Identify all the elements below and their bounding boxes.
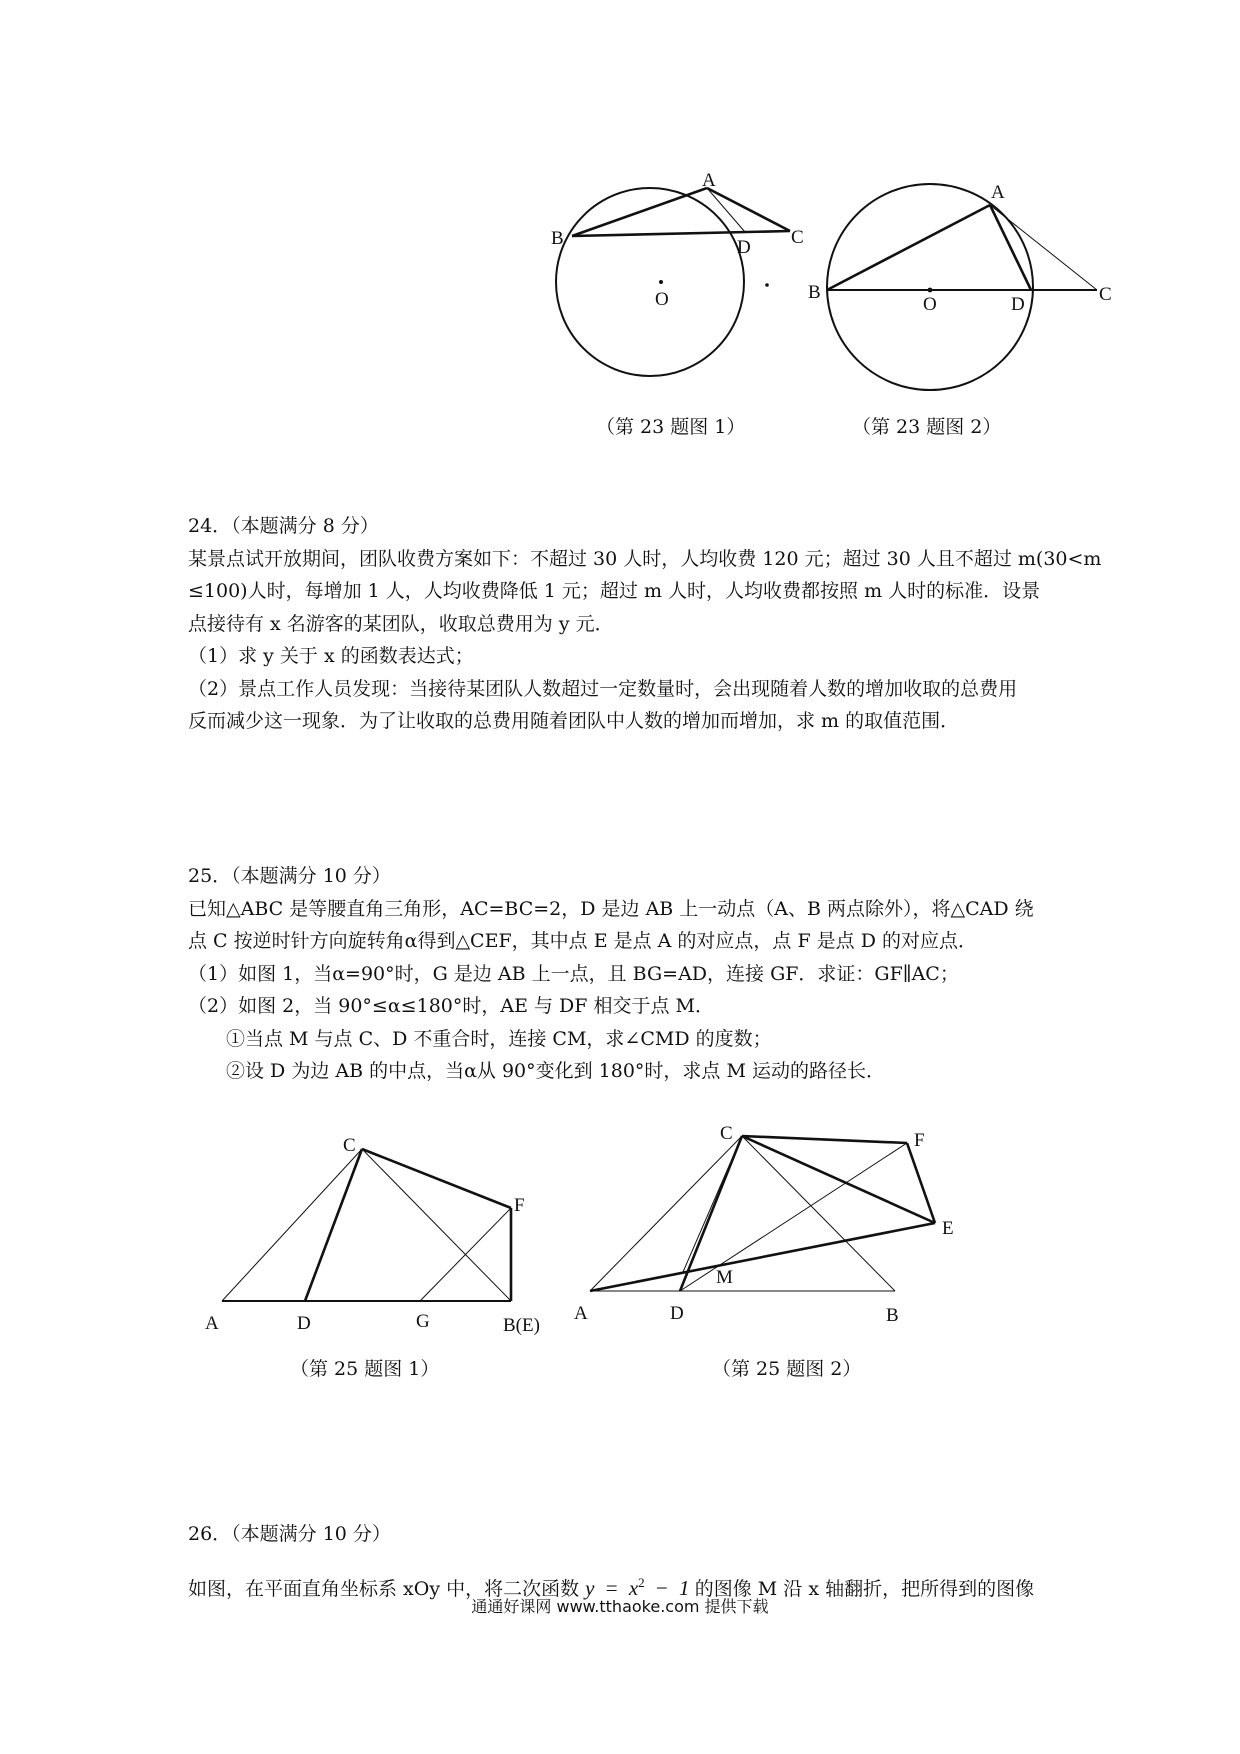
label-a: A bbox=[205, 1313, 219, 1334]
label-c: C bbox=[720, 1123, 733, 1144]
question-24-line: ≤100)人时，每增加 1 人，人均收费降低 1 元；超过 m 人时，人均收费都按照 m 人时的标准．设景 bbox=[188, 580, 1041, 602]
question-25-line: 点 C 按逆时针方向旋转角α得到△CEF，其中点 E 是点 A 的对应点，点 F 是点 D 的对应点． bbox=[188, 930, 977, 952]
formula-exponent: 2 bbox=[638, 1574, 645, 1590]
question-26-heading: 26．（本题满分 10 分） bbox=[188, 1523, 391, 1545]
segment-ac bbox=[707, 188, 790, 231]
label-d: D bbox=[1011, 294, 1025, 315]
label-a: A bbox=[991, 182, 1005, 203]
segment-cf bbox=[362, 1149, 511, 1208]
label-o: O bbox=[655, 289, 669, 310]
label-m: M bbox=[716, 1267, 733, 1288]
label-c: C bbox=[791, 227, 804, 248]
segment-ac bbox=[222, 1149, 362, 1301]
question-24-line: 反而减少这一现象．为了让收取的总费用随着团队中人数的增加而增加，求 m 的取值范围． bbox=[188, 710, 960, 732]
label-d: D bbox=[737, 237, 751, 258]
question-24-heading: 24．（本题满分 8 分） bbox=[188, 515, 379, 537]
figure-25-2 bbox=[570, 1120, 965, 1340]
figure-23-2 bbox=[810, 165, 1130, 420]
segment-cd bbox=[305, 1149, 362, 1301]
segment-bc bbox=[572, 231, 790, 236]
caption-fig23-2: （第 23 题图 2） bbox=[852, 416, 1002, 438]
page-footer: 通通好课网 www.tthaoke.com 提供下载 bbox=[471, 1597, 769, 1616]
segment-cb bbox=[362, 1149, 511, 1301]
label-f: F bbox=[914, 1130, 925, 1151]
segment-ac bbox=[990, 205, 1097, 290]
figure-23-1 bbox=[551, 165, 815, 420]
label-g: G bbox=[416, 1311, 430, 1332]
label-o: O bbox=[923, 294, 937, 315]
question-26-text-after: 的图像 M 沿 x 轴翻折，把所得到的图像 bbox=[694, 1577, 1035, 1600]
segment-ce bbox=[742, 1136, 935, 1223]
label-b: B bbox=[551, 228, 564, 249]
segment-cb bbox=[742, 1136, 895, 1291]
segment-ba bbox=[572, 188, 707, 236]
formula-x: x bbox=[628, 1575, 639, 1600]
formula-y: y bbox=[585, 1575, 595, 1600]
formula-one: 1 bbox=[679, 1575, 690, 1600]
question-26 bbox=[188, 1518, 1138, 1605]
question-25-part-2: （2）如图 2，当 90°≤α≤180°时，AE 与 DF 相交于点 M． bbox=[188, 995, 714, 1017]
label-c: C bbox=[1099, 284, 1112, 305]
question-24-line: 点接待有 x 名游客的某团队，收取总费用为 y 元． bbox=[188, 612, 614, 635]
label-f: F bbox=[514, 1195, 525, 1216]
question-25-heading: 25．（本题满分 10 分） bbox=[188, 865, 391, 887]
label-d: D bbox=[297, 1313, 311, 1334]
label-b: B bbox=[808, 282, 821, 303]
question-24-part-1: （1）求 y 关于 x 的函数表达式； bbox=[188, 645, 474, 667]
label-b: B bbox=[886, 1305, 899, 1326]
question-25-sub-2: ②设 D 为边 AB 的中点，当α从 90°变化到 180°时，求点 M 运动的路径长． bbox=[226, 1060, 885, 1082]
question-25-part-1: （1）如图 1，当α=90°时，G 是边 AB 上一点，且 BG=AD，连接 GF．求证：GF∥AC； bbox=[188, 962, 959, 985]
formula-eq: = bbox=[605, 1575, 618, 1600]
question-24-line: 某景点试开放期间，团队收费方案如下：不超过 30 人时，人均收费 120 元；超过 30 人且不超过 m(30<m bbox=[188, 547, 1102, 570]
question-24-part-2: （2）景点工作人员发现：当接待某团队人数超过一定数量时，会出现随着人数的增加收取的总费用 bbox=[188, 677, 1018, 700]
formula-minus: − bbox=[655, 1575, 668, 1600]
label-b-e: B(E) bbox=[503, 1315, 540, 1336]
label-d: D bbox=[670, 1303, 684, 1324]
point-o bbox=[928, 288, 933, 293]
caption-fig23-1: （第 23 题图 1） bbox=[596, 416, 746, 438]
question-25-sub-1: ①当点 M 与点 C、D 不重合时，连接 CM，求∠CMD 的度数； bbox=[226, 1027, 772, 1050]
circle-o bbox=[556, 188, 744, 376]
caption-fig25-2: （第 25 题图 2） bbox=[712, 1358, 862, 1380]
question-25 bbox=[188, 860, 1138, 1088]
point-o bbox=[659, 280, 663, 284]
point-mark bbox=[765, 283, 769, 287]
label-e: E bbox=[942, 1218, 954, 1239]
figure-25-1 bbox=[195, 1120, 560, 1340]
label-c: C bbox=[343, 1135, 356, 1156]
question-26-text-before: 如图，在平面直角坐标系 xOy 中，将二次函数 bbox=[188, 1577, 580, 1600]
segment-ba bbox=[827, 205, 990, 290]
segment-ae bbox=[590, 1223, 935, 1291]
question-25-line: 已知△ABC 是等腰直角三角形，AC=BC=2，D 是边 AB 上一动点（A、B 两点除外），将△CAD 绕 bbox=[188, 897, 1034, 920]
segment-cm bbox=[683, 1136, 742, 1272]
label-a: A bbox=[574, 1303, 588, 1324]
caption-fig25-1: （第 25 题图 1） bbox=[290, 1358, 440, 1380]
segment-cf bbox=[742, 1136, 907, 1143]
label-a: A bbox=[702, 170, 716, 191]
question-24 bbox=[188, 510, 1138, 738]
